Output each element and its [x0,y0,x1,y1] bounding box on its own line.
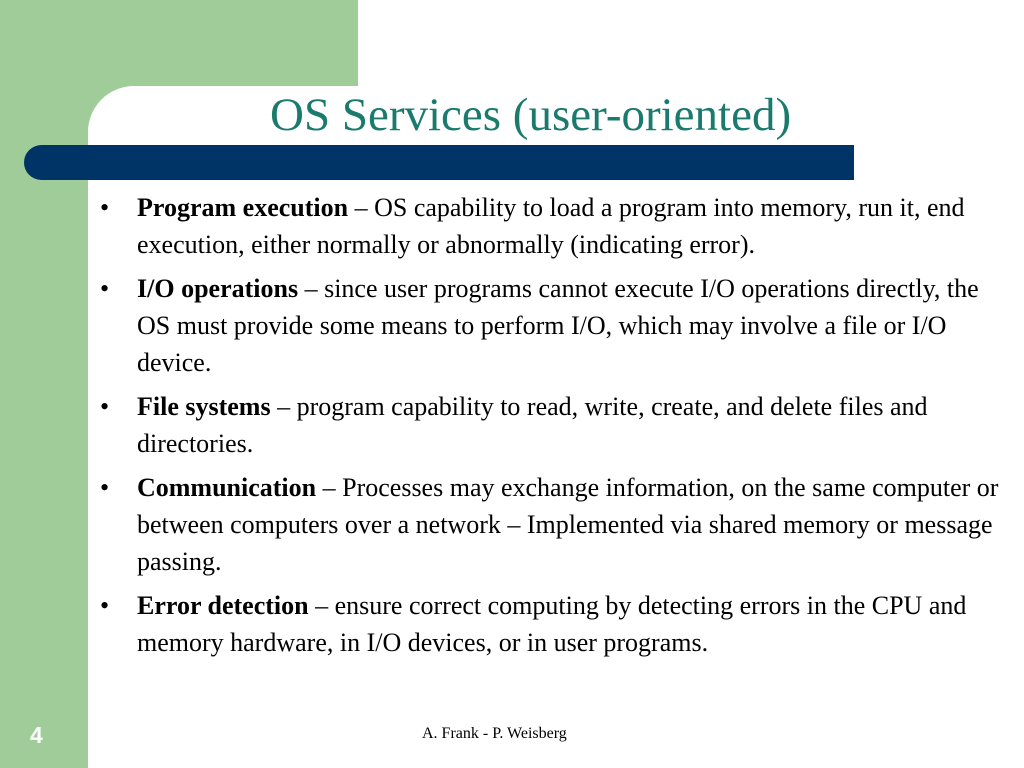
bullet-term: I/O operations [137,274,299,303]
slide-number: 4 [30,722,43,748]
title-underline-bar [24,145,854,180]
bullet-marker: • [100,591,110,620]
bullet-text: – OS capability to load a program into memory, run it, end execution, either normally or abnormally (indicating error). [137,193,965,259]
bullet-marker: • [100,274,110,303]
bullet-text: – since user programs cannot execute I/O operations directly, the OS must provide some means to perform I/O, which may involve a file or I/O device. [137,274,979,377]
bullet-text: – ensure correct computing by detecting errors in the CPU and memory hardware, in I/O devices, or in user programs. [137,591,967,657]
bullet-marker: • [100,193,110,222]
footer-authors: A. Frank - P. Weisberg [422,725,567,742]
bullet-marker: • [100,392,110,421]
bullet-text: – Processes may exchange information, on the same computer or between computers over a network – Implemented via shared memory or message passing. [137,473,999,576]
bullet-file-systems [100,388,1012,462]
bullet-communication [100,469,1012,580]
slide-title: OS Services (user-oriented) [270,89,792,141]
bullet-io-operations [100,270,1012,381]
bullet-text: – program capability to read, write, create, and delete files and directories. [137,392,928,458]
bullet-marker: • [100,473,110,502]
bullet-term: File systems [137,392,271,421]
bullet-term: Program execution [137,193,349,222]
bullet-term: Communication [137,473,317,502]
bullet-error-detection [100,587,1012,661]
bullet-term: Error detection [137,591,309,620]
bullet-program-execution [100,189,1012,263]
bullet-list [100,189,1012,668]
